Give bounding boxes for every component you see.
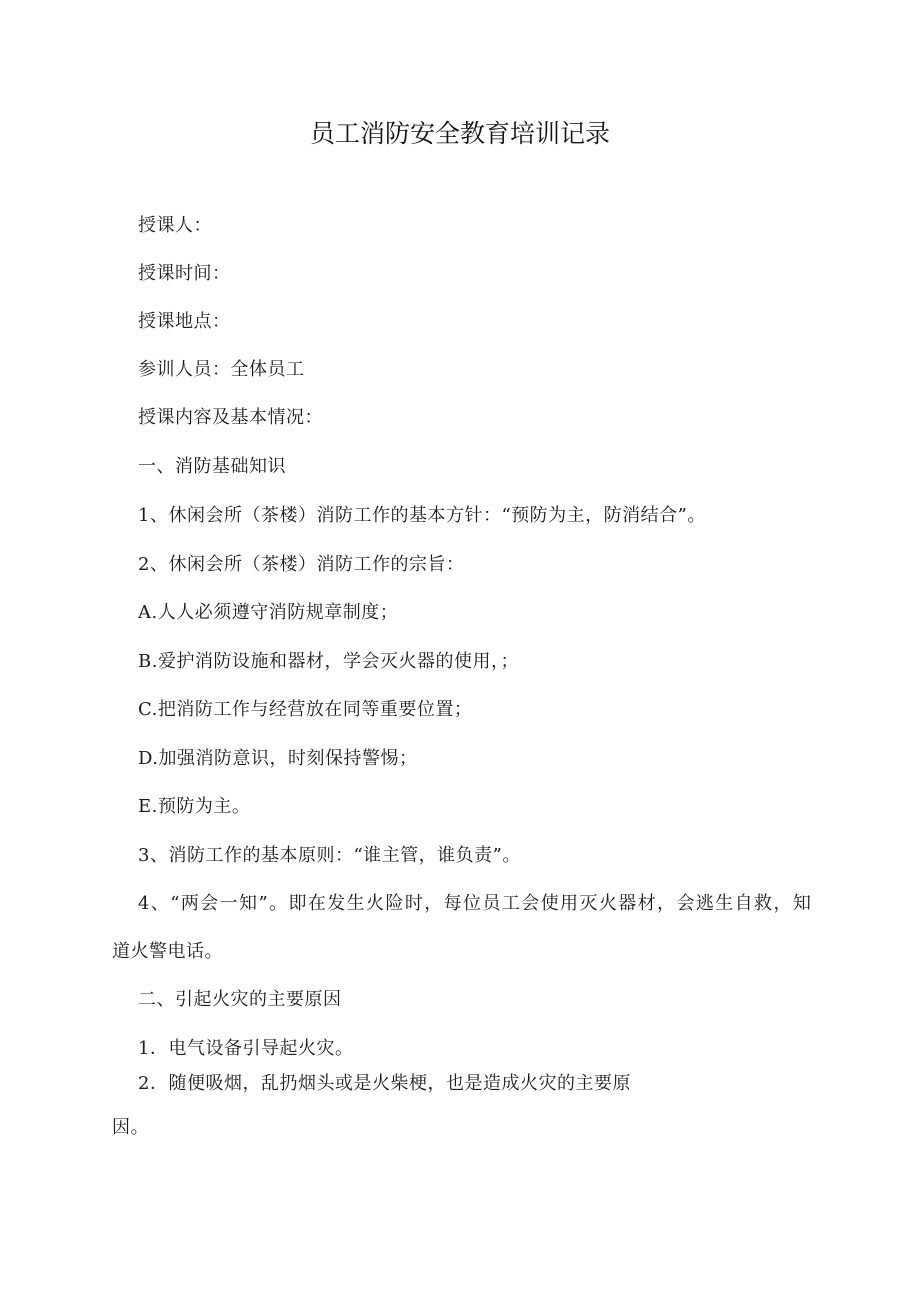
participants-field: 参训人员：全体员工 xyxy=(138,359,305,380)
section1-sub-d: D.加强消防意识，时刻保持警惕； xyxy=(138,748,418,769)
section1-item3: 3、消防工作的基本原则：“谁主管，谁负责”。 xyxy=(138,845,521,866)
section1-item1: 1、休闲会所（茶楼）消防工作的基本方针：“预防为主，防消结合”。 xyxy=(138,505,706,526)
location-field: 授课地点： xyxy=(138,311,231,332)
section1-sub-a: A.人人必须遵守消防规章制度； xyxy=(138,602,399,623)
section2-item2-line2: 因。 xyxy=(112,1117,149,1138)
section2-heading: 二、引起火灾的主要原因 xyxy=(138,989,342,1010)
section1-item4-line1: 4、“两会一知”。即在发生火险时，每位员工会使用灭火器材，会逃生自救，知 xyxy=(138,893,813,914)
section2-item2-line1: 2．随便吸烟，乱扔烟头或是火柴梗，也是造成火灾的主要原 xyxy=(138,1073,631,1094)
time-field: 授课时间： xyxy=(138,263,231,284)
section1-sub-c: C.把消防工作与经营放在同等重要位置； xyxy=(138,699,473,720)
section1-heading: 一、消防基础知识 xyxy=(138,456,286,477)
instructor-field: 授课人： xyxy=(138,215,212,236)
section1-sub-e: E.预防为主。 xyxy=(138,796,251,817)
section1-item4-line2: 道火警电话。 xyxy=(112,941,223,962)
section1-sub-b: B.爱护消防设施和器材，学会灭火器的使用，； xyxy=(138,651,519,672)
content-intro: 授课内容及基本情况： xyxy=(138,407,323,428)
section1-item2: 2、休闲会所（茶楼）消防工作的宗旨： xyxy=(138,554,465,575)
section2-item1: 1．电气设备引导起火灾。 xyxy=(138,1038,354,1059)
document-title: 员工消防安全教育培训记录 xyxy=(309,119,610,148)
